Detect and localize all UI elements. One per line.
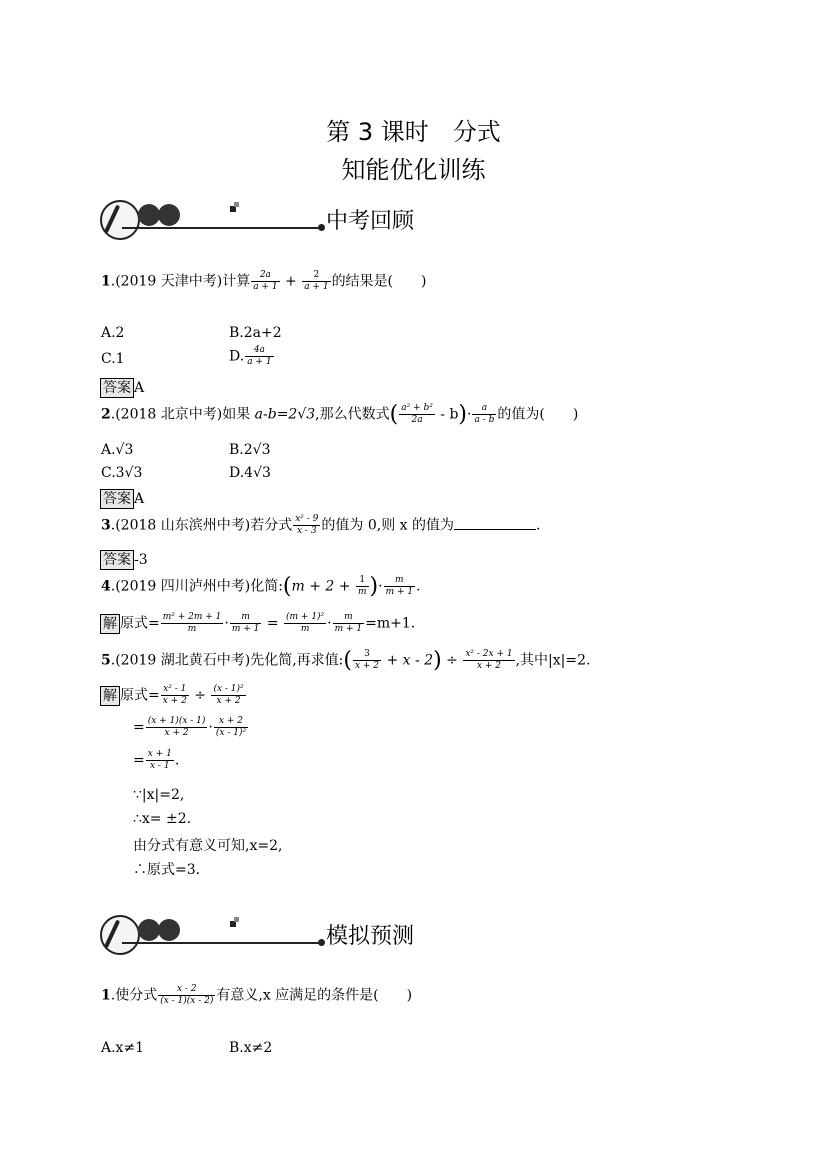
question-4: 4.(2019 四川泸州中考)化简:(m + 2 + $\frac{1}{m}$ )· $\frac{m}{m + 1}$ .: [101, 574, 421, 599]
section-header-mock: [100, 915, 460, 959]
dot-icon: [138, 919, 160, 941]
section-title: 模拟预测: [326, 924, 415, 949]
answer-2: 答案 A: [100, 489, 144, 509]
option-b: B.2a+2: [229, 325, 282, 341]
dot-icon: [158, 919, 180, 941]
blank-line: [454, 517, 536, 530]
option-a: A.2: [101, 325, 125, 341]
solution-5-line-3: = $\frac{x + 1}{x - 1}$ .: [133, 749, 180, 771]
question-3: 3.(2018 山东滨州中考)若分式 $\frac{\text{x² - 9}}{x - 3}$ 的值为 0,则 x 的值为 .: [101, 514, 541, 536]
answer-1: 答案 A: [100, 378, 144, 398]
solution-5-line-4: ∵|x|=2,: [133, 787, 185, 803]
dot-icon: [158, 204, 180, 226]
option-b: B.2√3: [229, 442, 271, 458]
option-d: D. $\frac{4a}{a + 1}$: [229, 345, 272, 367]
solution-5-line-6: 由分式有意义可知,x=2,: [133, 838, 283, 854]
mock-question-1: 1.使分式 $\frac{x - 2}{(x - 1)(x - 2)}$ 有意义,x 应满足的条件是( ): [101, 984, 413, 1006]
option-b: B.x≠2: [229, 1040, 273, 1056]
question-5: 5.(2019 湖北黄石中考)先化简,再求值:( $\frac{3}{x + 2}$ + x - 2) ÷ $\frac{\text{x² - 2x + 1}}{x + 2}$ ,其中|x|=2.: [101, 648, 591, 673]
option-a: A.x≠1: [101, 1040, 145, 1056]
solution-5-line-1: 解 原式= $\frac{\text{x² - 1}}{x + 2}$ ÷ $\frac{\text{(x - 1)²}}{x + 2}$: [100, 684, 247, 707]
page-title: 第 3 课时 分式: [326, 118, 501, 146]
option-c: C.1: [101, 351, 125, 367]
page-subtitle: 知能优化训练: [341, 156, 486, 184]
solution-4: 解 原式= $\frac{\text{m² + 2m + 1}}{m}$ · $\frac{m}{m + 1}$ = $\frac{\text{(m + 1)²}}{m}$ · $\frac{m}{m + 1}$ =m+1.: [100, 612, 415, 635]
dot-icon: [138, 204, 160, 226]
brush-logo-icon: [100, 915, 140, 955]
answer-3: 答案 -3: [100, 550, 148, 570]
option-c: C.3√3: [101, 465, 143, 481]
question-1: 1.(2019 天津中考)计算 $\frac{2a}{a + 1}$ + $\frac{2}{a + 1}$ 的结果是( ): [101, 270, 427, 292]
solution-5-line-7: ∴原式=3.: [133, 862, 201, 878]
option-d: D.4√3: [229, 465, 271, 481]
section-header-review: [100, 200, 460, 244]
solution-5-line-2: = $\frac{(x + 1)(x - 1)}{x + 2}$ · $\frac{x + 2}{\text{(x - 1)²}}$: [133, 716, 247, 738]
option-a: A.√3: [101, 442, 134, 458]
solution-5-line-5: ∴x= ±2.: [133, 811, 192, 827]
brush-logo-icon: [100, 200, 140, 240]
section-title: 中考回顾: [326, 209, 415, 234]
question-2: 2.(2018 北京中考)如果 a-b=2√3,那么代数式( $\frac{\text{a² + b²}}{2a}$ - b)· $\frac{a}{a - b}$ 的值为( ): [101, 402, 579, 427]
